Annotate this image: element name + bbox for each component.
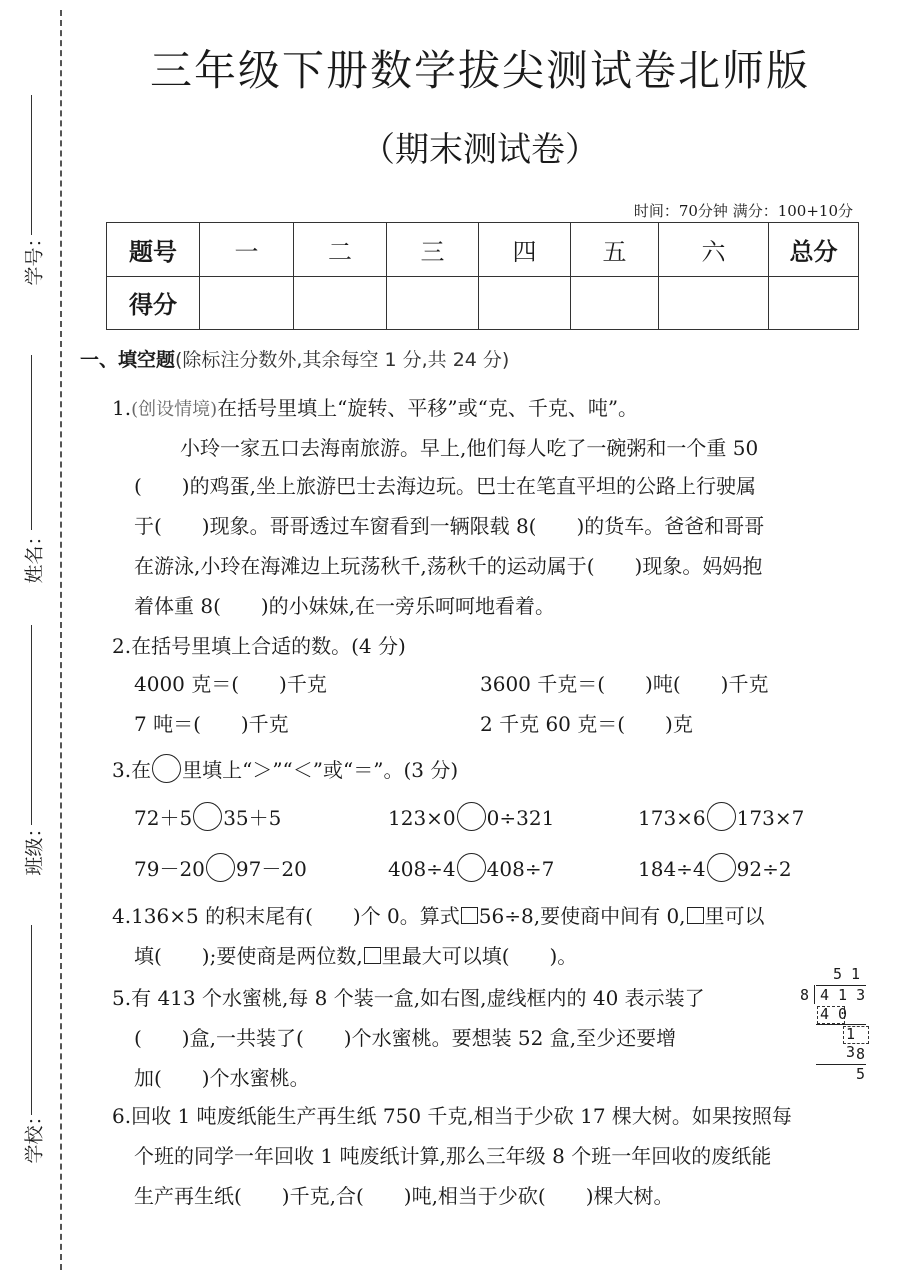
q1-tag: (创设情境) [131,399,218,420]
q1-number: 1. [112,396,132,420]
compare-circle-input[interactable] [707,853,736,882]
compare-circle-input[interactable] [707,802,736,831]
school-blank-line [31,925,32,1115]
score-col-2: 二 [294,223,387,277]
score-table-header-row [107,223,859,277]
q3-item-4 [134,853,307,882]
score-cell-3[interactable] [387,276,479,330]
q2-item-3: 7 吨＝( )千克 [134,712,289,736]
side-field-school [18,925,58,1175]
q3-item-2-right: 0÷321 [486,806,555,830]
score-cell-1[interactable] [200,276,294,330]
division-dividend: 4 1 3 [820,986,866,1004]
score-cell-4[interactable] [479,276,571,330]
q3-item-6-left: 184÷4 [638,857,706,881]
division-step-2: 1 3 [846,1025,856,1061]
score-col-6: 六 [659,223,769,277]
blank-box-icon [461,907,478,924]
q3-item-3 [638,802,804,831]
q3-item-5-left: 408÷4 [388,857,456,881]
page-subtitle: （期末测试卷） [361,130,599,170]
q3-stem [112,754,458,783]
q4-line-1-b: 56÷8,要使商中间有 0, [478,904,686,928]
division-step-1: 4 0 [820,1005,848,1023]
exam-meta: 时间：70分钟 满分：100+10分 [633,202,853,220]
q4-line-1 [112,900,765,929]
q2-stem: 2.在括号里填上合适的数。(4 分) [112,634,406,658]
q3-item-2-left: 123×0 [388,806,456,830]
score-col-5: 五 [571,223,659,277]
section-note: (除标注分数外,其余每空 1 分,共 24 分) [175,349,510,371]
blank-box-icon [687,907,704,924]
side-field-student-id [18,95,58,295]
q5-line-1: 5.有 413 个水蜜桃,每 8 个装一盒,如右图,虚线框内的 40 表示装了 [112,986,705,1010]
q3-item-5-right: 408÷7 [486,857,555,881]
q1-line-5: 着体重 8( )的小妹妹,在一旁乐呵呵地看着。 [134,594,556,618]
compare-circle-input[interactable] [206,853,235,882]
division-step-3: 8 [856,1045,866,1063]
q3-item-6 [638,853,792,882]
name-blank-line [31,355,32,530]
q3-item-3-right: 173×7 [736,806,805,830]
side-field-name [18,355,58,595]
q4-line-1-c: 里可以 [704,904,765,928]
q6-line-1: 6.回收 1 吨废纸能生产再生纸 750 千克,相当于少砍 17 棵大树。如果按照每 [112,1104,792,1128]
q1-stem-text: 在括号里填上“旋转、平移”或“克、千克、吨”。 [217,396,639,420]
q6-line-2: 个班的同学一年回收 1 吨废纸计算,那么三年级 8 个班一年回收的废纸能 [134,1144,772,1168]
score-cell-5[interactable] [571,276,659,330]
score-col-total: 总分 [769,223,859,277]
school-label: 学校： [23,1106,46,1164]
q4-line-1-a: 4.136×5 的积末尾有( )个 0。算式 [112,904,460,928]
score-col-3: 三 [387,223,479,277]
q3-item-1 [134,802,281,831]
class-label: 班级： [23,818,46,876]
long-division-figure [800,965,870,1085]
q3-stem-b: 里填上“＞”“＜”或“＝”。(3 分) [182,758,459,782]
section-heading [80,345,509,372]
q3-item-5 [388,853,554,882]
student-id-label: 学号： [23,228,46,286]
binding-dashed-line [60,10,62,1270]
q5-line-3: 加( )个水蜜桃。 [134,1066,310,1090]
q3-item-2 [388,802,554,831]
q4-line-2-b: 里最大可以填( )。 [381,944,578,968]
student-id-blank-line [31,95,32,235]
score-cell-2[interactable] [294,276,387,330]
q4-line-2-a: 填( );要使商是两位数, [134,944,363,968]
score-table-score-row [107,276,859,330]
score-cell-6[interactable] [659,276,769,330]
q3-item-3-left: 173×6 [638,806,706,830]
q1-line-2: ( )的鸡蛋,坐上旅游巴士去海边玩。巴士在笔直平坦的公路上行驶属 [134,474,756,498]
circle-icon [152,754,181,783]
division-divisor: 8 [800,986,810,1004]
q6-line-3: 生产再生纸( )千克,合( )吨,相当于少砍( )棵大树。 [134,1184,674,1208]
division-quotient: 5 1 [833,965,861,983]
name-label: 姓名： [23,526,46,584]
score-row-label: 得分 [107,276,200,330]
q1-line-3: 于( )现象。哥哥透过车窗看到一辆限载 8( )的货车。爸爸和哥哥 [134,514,765,538]
score-table [106,222,859,330]
score-col-1: 一 [200,223,294,277]
q3-item-1-left: 72＋5 [134,806,193,830]
section-title: 一、填空题 [80,349,176,371]
q1-line-1: 小玲一家五口去海南旅游。早上,他们每人吃了一碗粥和一个重 50 [180,436,759,460]
class-blank-line [31,625,32,825]
q2-item-1: 4000 克＝( )千克 [134,672,327,696]
score-col-4: 四 [479,223,571,277]
q3-item-1-right: 35＋5 [223,806,282,830]
q5-line-2: ( )盒,一共装了( )个水蜜桃。要想装 52 盒,至少还要增 [134,1026,677,1050]
q3-item-6-right: 92÷2 [736,857,792,881]
page-title: 三年级下册数学拔尖测试卷北师版 [149,46,810,95]
q3-item-4-right: 97－20 [235,857,307,881]
q3-item-4-left: 79－20 [134,857,205,881]
side-field-class [18,625,58,885]
compare-circle-input[interactable] [457,853,486,882]
q2-item-4: 2 千克 60 克＝( )克 [480,712,693,736]
q2-item-2: 3600 千克＝( )吨( )千克 [480,672,769,696]
q3-stem-a: 3.在 [112,758,152,782]
q1-stem [112,392,638,421]
q1-line-4: 在游泳,小玲在海滩边上玩荡秋千,荡秋千的运动属于( )现象。妈妈抱 [134,554,763,578]
division-bracket [814,985,815,1004]
score-cell-total[interactable] [769,276,859,330]
compare-circle-input[interactable] [193,802,222,831]
score-col-label: 题号 [107,223,200,277]
compare-circle-input[interactable] [457,802,486,831]
q4-line-2 [134,940,577,969]
blank-box-icon [364,947,381,964]
division-remainder: 5 [856,1065,866,1083]
